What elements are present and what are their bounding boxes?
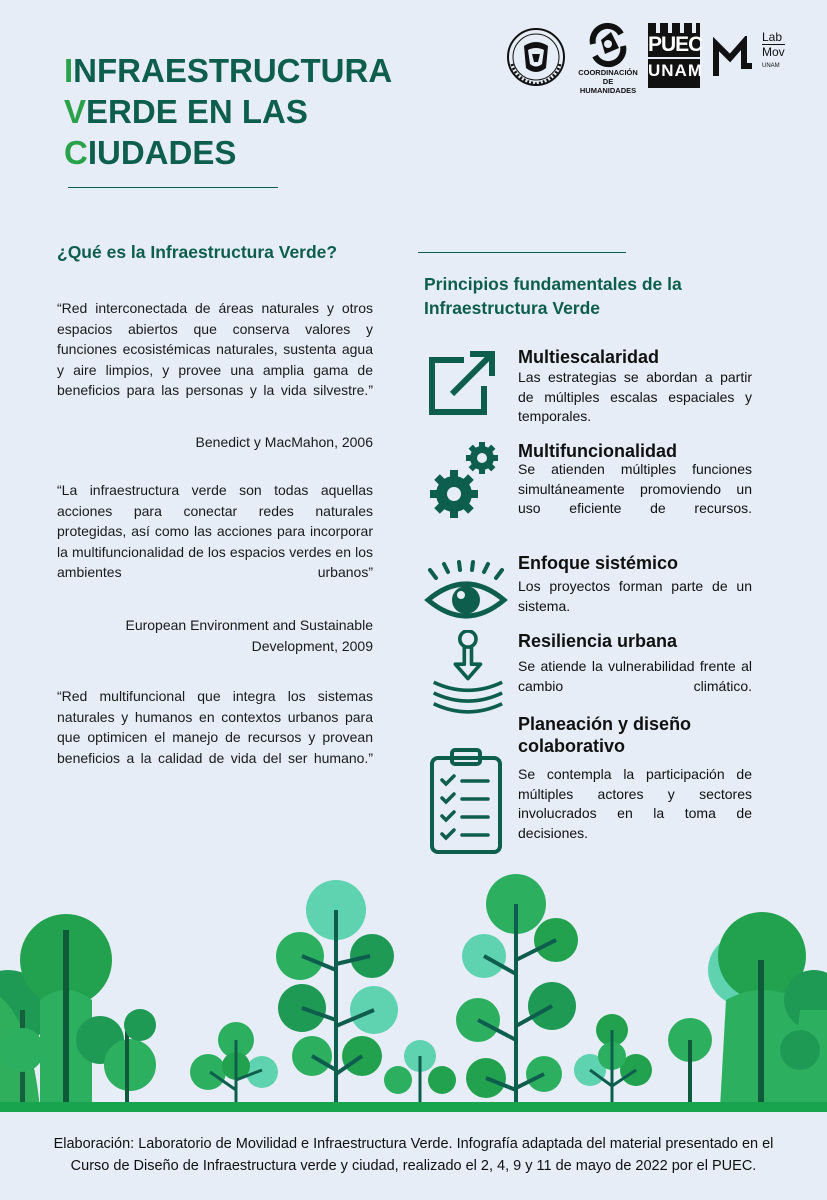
title-line-2: VERDE EN LAS xyxy=(64,93,308,130)
principle-description: Se contempla la participación de múltiples actores y sectores involucrados en la toma de decisiones. xyxy=(518,766,752,841)
puec-crenel-decoration xyxy=(648,23,700,33)
external-link-icon xyxy=(424,346,510,436)
principle-title: Multifuncionalidad xyxy=(518,441,677,461)
labmov-symbol-icon xyxy=(712,36,756,80)
definitions-heading: ¿Qué es la Infraestructura Verde? xyxy=(57,242,338,262)
eye-icon xyxy=(424,552,510,642)
definition-source-1: Benedict y MacMahon, 2006 xyxy=(195,434,373,450)
labmov-logo xyxy=(712,28,808,86)
tree-small-2 xyxy=(384,1040,456,1108)
gears-icon xyxy=(424,440,510,530)
title-line-3: CIUDADES xyxy=(64,134,237,171)
title-line-1: INFRAESTRUCTURA xyxy=(64,52,393,89)
page-title xyxy=(64,50,392,173)
puec-unam-logo: PUEC UNAM xyxy=(648,24,700,88)
coordinacion-humanidades-logo: COORDINACIÓN DE HUMANIDADES xyxy=(576,22,640,92)
tree-cluster-right xyxy=(668,912,827,1110)
tree-small-1 xyxy=(190,1022,278,1108)
clipboard-checklist-icon xyxy=(424,745,510,857)
principle-title: Resiliencia urbana xyxy=(518,631,678,651)
principle-title: Multiescalaridad xyxy=(518,347,660,367)
title-divider xyxy=(68,187,278,188)
definition-source-2: European Environment and Sustainable Development, 2009 xyxy=(125,617,373,654)
coordinacion-symbol-icon xyxy=(585,22,631,68)
tree-tall-1 xyxy=(276,880,398,1108)
principles-heading: Principios fundamentales de la Infraestructura Verde xyxy=(424,274,682,318)
principles-divider xyxy=(418,252,626,253)
principle-description: Se atiende la vulnerabilidad frente al cambio climático. xyxy=(518,658,752,694)
resilience-icon xyxy=(424,630,510,720)
labmov-text: Lab Mov UNAM xyxy=(762,30,785,69)
principle-title: Planeación y diseño colaborativo xyxy=(518,714,692,756)
institution-logos xyxy=(500,22,810,95)
forest-illustration xyxy=(0,860,827,1120)
principle-description: Las estrategias se abordan a partir de múltiples escalas espaciales y temporales. xyxy=(518,369,752,424)
definition-quote-3: “Red multifuncional que integra los sistemas naturales y humanos en contextos urbanos para que optimicen el manejo de recursos y provean beneficios a la calidad de vida del ser humano.” xyxy=(57,688,373,766)
ground-strip xyxy=(0,1102,827,1112)
definition-quote-2: “La infraestructura verde son todas aquellas acciones para conectar redes naturales protegidas, así como las acciones para incorporar la multifuncionalidad de los espacios verdes en los ambientes urbanos” xyxy=(57,482,373,580)
tree-small-3 xyxy=(574,1014,652,1108)
unam-seal-logo xyxy=(506,24,566,90)
principle-description: Los proyectos forman parte de un sistema. xyxy=(518,578,752,614)
definition-quote-1: “Red interconectada de áreas naturales y otros espacios abiertos que conserva valores y funciones ecosistémicas naturales, sustenta agua y aire limpios, y provee una amplia gama de beneficios para las personas y la vida silvestre.” xyxy=(57,300,373,398)
principle-title: Enfoque sistémico xyxy=(518,553,679,573)
principle-description: Se atienden múltiples funciones simultáneamente promoviendo un uso eficiente de recursos. xyxy=(518,461,752,516)
tree-tall-2 xyxy=(456,874,578,1108)
credits-footer: Elaboración: Laboratorio de Movilidad e Infraestructura Verde. Infografía adaptada del material presentado en el Curso de Diseño de Infraestructura verde y ciudad, realizado el 2, 4, 9 y 11 de mayo de 2022 por el PUEC. xyxy=(53,1136,774,1174)
